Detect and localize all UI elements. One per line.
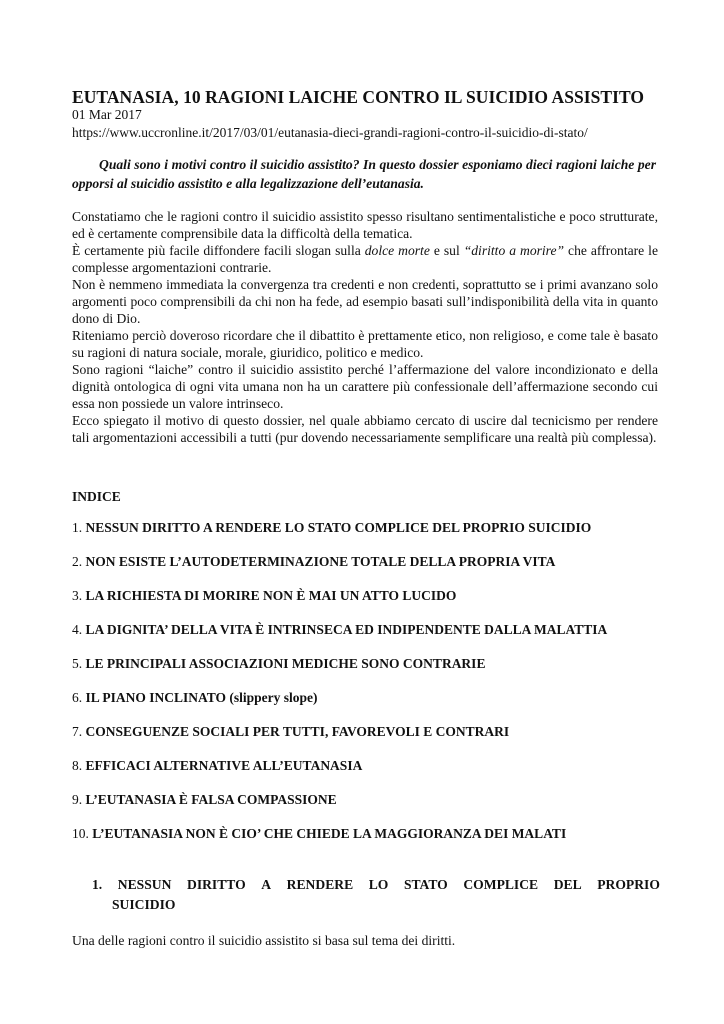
toc-text: CONSEGUENZE SOCIALI PER TUTTI, FAVOREVOLI E CONTRARI xyxy=(85,724,510,739)
intro-paragraph: Ecco spiegato il motivo di questo dossier, nel quale abbiamo cercato di uscire dal tecnicismo per rendere tali argomentazioni accessibili a tutti (pur dovendo necessariamente semplificare una realtà più complessa). xyxy=(72,413,658,445)
toc-number: 6. xyxy=(72,690,83,705)
toc-item xyxy=(72,688,662,722)
heading-word: PROPRIO xyxy=(597,877,660,892)
intro-text xyxy=(72,208,658,446)
toc-item xyxy=(72,790,662,824)
toc-item xyxy=(72,756,662,790)
heading-word: A xyxy=(261,877,272,892)
lead-paragraph: Quali sono i motivi contro il suicidio assistito? In questo dossier esponiamo dieci ragioni laiche per opporsi al suicidio assistito e alla legalizzazione dell’eutanasia. xyxy=(72,157,656,191)
document-title: EUTANASIA, 10 RAGIONI LAICHE CONTRO IL SUICIDIO ASSISTITO xyxy=(72,87,645,107)
heading-word: STATO xyxy=(403,877,448,892)
heading-word: RENDERE xyxy=(286,877,354,892)
toc-number: 7. xyxy=(72,724,83,739)
index-heading: INDICE xyxy=(72,489,121,504)
toc-item xyxy=(72,518,662,552)
section-heading-continuation: SUICIDIO xyxy=(112,897,176,912)
toc-number: 5. xyxy=(72,656,83,671)
toc-text: IL PIANO INCLINATO (slippery slope) xyxy=(85,690,318,705)
toc-item xyxy=(72,722,662,756)
intro-text-segment: che affrontare le complesse argomentazioni contrarie. xyxy=(72,243,658,275)
toc-text: LA DIGNITA’ DELLA VITA È INTRINSECA ED INDIPENDENTE DALLA MALATTIA xyxy=(85,622,608,637)
intro-text-segment: È certamente più facile diffondere facili slogan sulla xyxy=(72,243,365,258)
table-of-contents xyxy=(72,518,662,858)
intro-paragraph xyxy=(72,242,658,276)
intro-text-segment: e sul xyxy=(429,243,464,258)
toc-text: L’EUTANASIA È FALSA COMPASSIONE xyxy=(85,792,337,807)
toc-item xyxy=(72,654,662,688)
publication-date: 01 Mar 2017 xyxy=(72,107,142,122)
toc-number: 2. xyxy=(72,554,83,569)
toc-number: 1. xyxy=(72,520,83,535)
toc-text: NESSUN DIRITTO A RENDERE LO STATO COMPLICE DEL PROPRIO SUICIDIO xyxy=(85,520,592,535)
intro-paragraph: Non è nemmeno immediata la convergenza tra credenti e non credenti, soprattutto se i primi avanzano solo argomenti poco comprensibili da chi non ha fede, ad esempio basati sull’indisponibilità della vita in quanto dono di Dio. xyxy=(72,277,658,326)
section-body: Una delle ragioni contro il suicidio assistito si basa sul tema dei diritti. xyxy=(72,933,456,948)
toc-number: 10. xyxy=(72,826,89,841)
section-heading xyxy=(92,875,660,915)
toc-item xyxy=(72,620,662,654)
toc-number: 9. xyxy=(72,792,83,807)
heading-word: LO xyxy=(368,877,389,892)
heading-word: NESSUN xyxy=(117,877,172,892)
intro-paragraph: Constatiamo che le ragioni contro il suicidio assistito spesso risultano sentimentalistiche e poco strutturate, ed è certamente comprensibile data la difficoltà della tematica. xyxy=(72,209,658,241)
heading-word: DIRITTO xyxy=(187,877,246,892)
intro-emphasis: “diritto a morire” xyxy=(463,243,565,258)
toc-text: L’EUTANASIA NON È CIO’ CHE CHIEDE LA MAGGIORANZA DEI MALATI xyxy=(92,826,567,841)
toc-item xyxy=(72,824,662,858)
toc-item xyxy=(72,552,662,586)
intro-paragraph: Riteniamo perciò doveroso ricordare che il dibattito è prettamente etico, non religioso, e come tale è basato su ragioni di natura sociale, morale, giuridico, politico e medico. xyxy=(72,328,658,360)
toc-item xyxy=(72,586,662,620)
intro-emphasis: dolce morte xyxy=(364,243,430,258)
toc-text: EFFICACI ALTERNATIVE ALL’EUTANASIA xyxy=(85,758,363,773)
intro-paragraph: Sono ragioni “laiche” contro il suicidio assistito perché l’affermazione del valore incondizionato e della dignità ontologica di ogni vita umana non ha un carattere più confessionale dell’affermazione secondo cui essa non possiede un valore intrinseco. xyxy=(72,362,658,411)
section-heading-line xyxy=(92,875,660,895)
toc-text: LA RICHIESTA DI MORIRE NON È MAI UN ATTO LUCIDO xyxy=(85,588,457,603)
heading-word: COMPLICE xyxy=(463,877,539,892)
toc-text: NON ESISTE L’AUTODETERMINAZIONE TOTALE DELLA PROPRIA VITA xyxy=(85,554,556,569)
toc-text: LE PRINCIPALI ASSOCIAZIONI MEDICHE SONO CONTRARIE xyxy=(85,656,486,671)
toc-number: 3. xyxy=(72,588,83,603)
heading-word: DEL xyxy=(553,877,582,892)
section-number: 1. xyxy=(92,877,103,892)
toc-number: 4. xyxy=(72,622,83,637)
source-url: https://www.uccronline.it/2017/03/01/eutanasia-dieci-grandi-ragioni-contro-il-suicidio-di-stato/ xyxy=(72,125,588,140)
toc-number: 8. xyxy=(72,758,83,773)
